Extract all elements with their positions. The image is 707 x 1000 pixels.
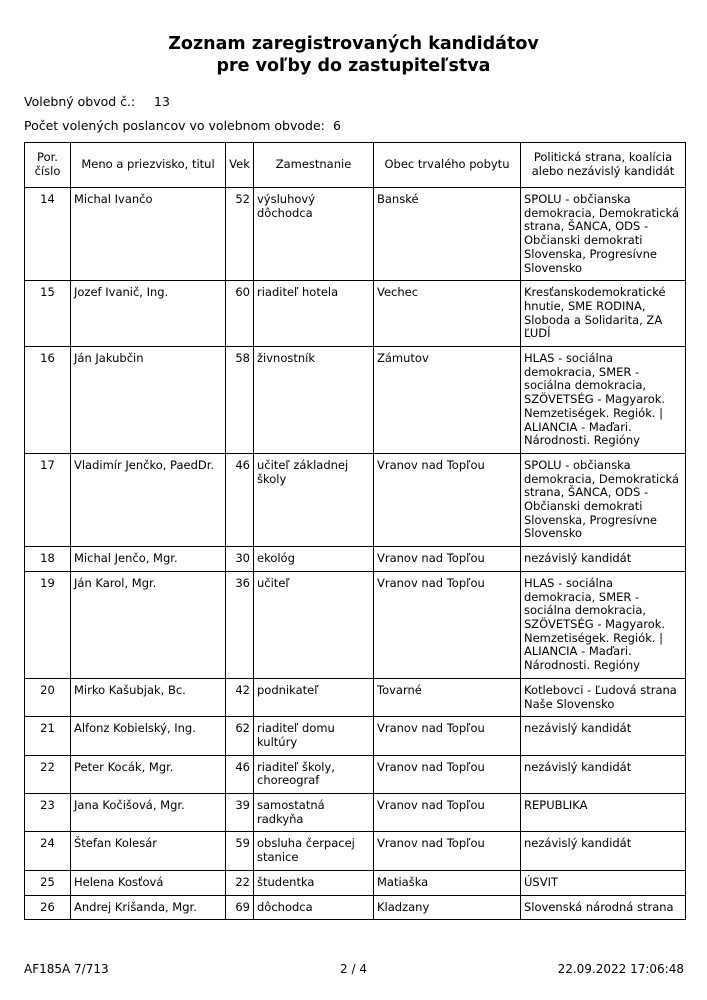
cell-occupation: riaditeľ hotela (254, 281, 374, 347)
cell-number: 23 (25, 794, 71, 832)
cell-age: 22 (226, 870, 254, 895)
cell-name: Alfonz Kobielský, Ing. (71, 717, 226, 755)
table-row (25, 547, 686, 572)
cell-name: Vladimír Jenčko, PaedDr. (71, 453, 226, 546)
cell-number: 21 (25, 717, 71, 755)
cell-name: Michal Ivančo (71, 188, 226, 281)
cell-party: ÚSVIT (521, 870, 686, 895)
table-row (25, 188, 686, 281)
district-label: Volebný obvod č.: (24, 94, 136, 109)
cell-name: Ján Jakubčin (71, 347, 226, 454)
table-row (25, 453, 686, 546)
document-title: Zoznam zaregistrovaných kandidátov (168, 34, 539, 54)
cell-residence: Vranov nad Topľou (374, 453, 521, 546)
col-header-age: Vek (226, 143, 254, 188)
cell-name: Jozef Ivanič, Ing. (71, 281, 226, 347)
footer-code: AF185A 7/713 (24, 962, 109, 976)
cell-residence: Tovarné (374, 678, 521, 716)
cell-occupation: učiteľ základnej školy (254, 453, 374, 546)
col-header-occupation: Zamestnanie (254, 143, 374, 188)
cell-number: 14 (25, 188, 71, 281)
cell-name: Jana Kočišová, Mgr. (71, 794, 226, 832)
cell-age: 60 (226, 281, 254, 347)
candidates-table (24, 142, 686, 920)
seats-label: Počet volených poslancov vo volebnom obvode: (24, 118, 325, 133)
cell-age: 59 (226, 832, 254, 870)
cell-occupation: obsluha čerpacej stanice (254, 832, 374, 870)
cell-party: HLAS - sociálna demokracia, SMER - sociálna demokracia, SZÖVETSÉG - Magyarok. Nemzetiségek. Regiók. | ALIANCIA - Maďari. Národnosti. Regióny (521, 571, 686, 678)
cell-party: HLAS - sociálna demokracia, SMER - sociálna demokracia, SZÖVETSÉG - Magyarok. Nemzetiségek. Regiók. | ALIANCIA - Maďari. Národnosti. Regióny (521, 347, 686, 454)
footer-page-number: 2 / 4 (340, 962, 367, 976)
cell-party: REPUBLIKA (521, 794, 686, 832)
cell-occupation: podnikateľ (254, 678, 374, 716)
cell-name: Štefan Kolesár (71, 832, 226, 870)
cell-residence: Kladzany (374, 895, 521, 920)
table-row (25, 870, 686, 895)
cell-residence: Vranov nad Topľou (374, 547, 521, 572)
table-row (25, 571, 686, 678)
cell-party: nezávislý kandidát (521, 547, 686, 572)
cell-age: 58 (226, 347, 254, 454)
col-header-number: Por. číslo (25, 143, 71, 188)
table-row (25, 794, 686, 832)
cell-name: Peter Kocák, Mgr. (71, 755, 226, 793)
cell-occupation: riaditeľ domu kultúry (254, 717, 374, 755)
cell-number: 24 (25, 832, 71, 870)
cell-name: Helena Kosťová (71, 870, 226, 895)
footer-timestamp: 22.09.2022 17:06:48 (557, 962, 684, 976)
district-row (24, 94, 170, 109)
cell-residence: Vranov nad Topľou (374, 571, 521, 678)
cell-name: Andrej Krišanda, Mgr. (71, 895, 226, 920)
cell-occupation: učiteľ (254, 571, 374, 678)
seats-row (24, 118, 341, 133)
cell-residence: Banské (374, 188, 521, 281)
cell-occupation: živnostník (254, 347, 374, 454)
cell-number: 26 (25, 895, 71, 920)
cell-occupation: riaditeľ školy, choreograf (254, 755, 374, 793)
document-subtitle: pre voľby do zastupiteľstva (216, 56, 491, 76)
cell-occupation: študentka (254, 870, 374, 895)
cell-residence: Vranov nad Topľou (374, 717, 521, 755)
seats-value: 6 (333, 118, 341, 133)
cell-party: SPOLU - občianska demokracia, Demokratická strana, ŠANCA, ODS - Občianski demokrati Slovenska, Progresívne Slovensko (521, 188, 686, 281)
cell-party: Kotlebovci - Ľudová strana Naše Slovensko (521, 678, 686, 716)
cell-number: 16 (25, 347, 71, 454)
table-row (25, 717, 686, 755)
cell-number: 19 (25, 571, 71, 678)
cell-age: 69 (226, 895, 254, 920)
cell-name: Mirko Kašubjak, Bc. (71, 678, 226, 716)
table-row (25, 678, 686, 716)
cell-number: 18 (25, 547, 71, 572)
cell-party: SPOLU - občianska demokracia, Demokratická strana, ŠANCA, ODS - Občianski demokrati Slovenska, Progresívne Slovensko (521, 453, 686, 546)
table-row (25, 281, 686, 347)
cell-residence: Vranov nad Topľou (374, 794, 521, 832)
cell-residence: Zámutov (374, 347, 521, 454)
cell-party: nezávislý kandidát (521, 717, 686, 755)
table-row (25, 832, 686, 870)
cell-number: 22 (25, 755, 71, 793)
cell-residence: Vechec (374, 281, 521, 347)
cell-occupation: dôchodca (254, 895, 374, 920)
cell-occupation: samostatná radkyňa (254, 794, 374, 832)
cell-age: 46 (226, 453, 254, 546)
table-row (25, 895, 686, 920)
table-header-row (25, 143, 686, 188)
cell-residence: Matiaška (374, 870, 521, 895)
cell-age: 52 (226, 188, 254, 281)
cell-age: 30 (226, 547, 254, 572)
cell-age: 39 (226, 794, 254, 832)
col-header-party: Politická strana, koalícia alebo nezávislý kandidát (521, 143, 686, 188)
district-value: 13 (154, 94, 170, 109)
cell-residence: Vranov nad Topľou (374, 832, 521, 870)
cell-name: Michal Jenčo, Mgr. (71, 547, 226, 572)
cell-occupation: ekológ (254, 547, 374, 572)
cell-number: 15 (25, 281, 71, 347)
cell-party: Kresťanskodemokratické hnutie, SME RODINA, Sloboda a Solidarita, ZA ĽUDÍ (521, 281, 686, 347)
table-row (25, 347, 686, 454)
cell-number: 25 (25, 870, 71, 895)
cell-occupation: výsluhový dôchodca (254, 188, 374, 281)
table-body (25, 188, 686, 920)
cell-age: 36 (226, 571, 254, 678)
cell-party: nezávislý kandidát (521, 755, 686, 793)
cell-residence: Vranov nad Topľou (374, 755, 521, 793)
cell-age: 62 (226, 717, 254, 755)
col-header-residence: Obec trvalého pobytu (374, 143, 521, 188)
cell-name: Ján Karol, Mgr. (71, 571, 226, 678)
cell-age: 46 (226, 755, 254, 793)
cell-age: 42 (226, 678, 254, 716)
cell-number: 17 (25, 453, 71, 546)
cell-number: 20 (25, 678, 71, 716)
cell-party: Slovenská národná strana (521, 895, 686, 920)
col-header-name: Meno a priezvisko, titul (71, 143, 226, 188)
table-row (25, 755, 686, 793)
cell-party: nezávislý kandidát (521, 832, 686, 870)
